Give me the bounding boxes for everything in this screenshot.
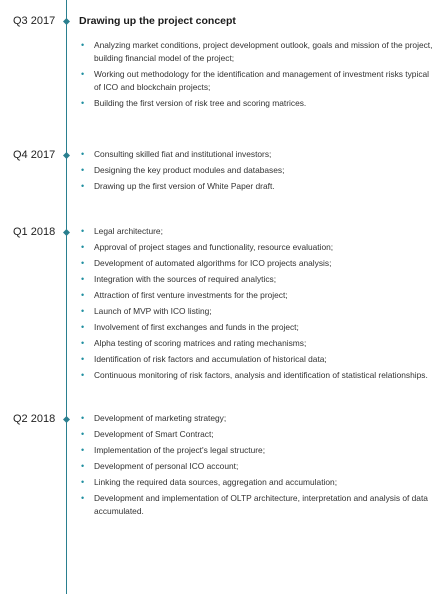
bullet-dot-icon: • xyxy=(81,461,85,471)
list-item-text: Drawing up the first version of White Paper draft. xyxy=(94,181,275,191)
list-item-text: Attraction of first venture investments for the project; xyxy=(94,290,288,300)
period-label: Q2 2018 xyxy=(13,413,56,425)
period-items xyxy=(79,39,436,113)
list-item-text: Development of Smart Contract; xyxy=(94,429,214,439)
timeline-line xyxy=(66,0,67,594)
list-item xyxy=(79,148,436,161)
list-item xyxy=(79,321,436,334)
list-item-text: Development and implementation of OLTP architecture, interpretation and analysis of data accumulated. xyxy=(94,493,428,516)
list-item xyxy=(79,305,436,318)
bullet-dot-icon: • xyxy=(81,322,85,332)
period-items xyxy=(79,148,436,196)
period-label: Q1 2018 xyxy=(13,226,56,238)
bullet-dot-icon: • xyxy=(81,429,85,439)
list-item-text: Development of marketing strategy; xyxy=(94,413,227,423)
list-item xyxy=(79,164,436,177)
bullet-dot-icon: • xyxy=(81,445,85,455)
list-item xyxy=(79,444,436,457)
list-item xyxy=(79,39,436,65)
bullet-dot-icon: • xyxy=(81,493,85,503)
list-item-text: Analyzing market conditions, project development outlook, goals and mission of the project, building financial model of the project; xyxy=(94,40,433,63)
list-item xyxy=(79,289,436,302)
list-item xyxy=(79,337,436,350)
bullet-dot-icon: • xyxy=(81,98,85,108)
list-item-text: Designing the key product modules and databases; xyxy=(94,165,285,175)
list-item xyxy=(79,225,436,238)
list-item xyxy=(79,257,436,270)
bullet-dot-icon: • xyxy=(81,258,85,268)
bullet-dot-icon: • xyxy=(81,306,85,316)
bullet-dot-icon: • xyxy=(81,149,85,159)
bullet-dot-icon: • xyxy=(81,370,85,380)
list-item xyxy=(79,492,436,518)
list-item-text: Development of personal ICO account; xyxy=(94,461,239,471)
list-item xyxy=(79,97,436,110)
list-item-text: Launch of MVP with ICO listing; xyxy=(94,306,212,316)
bullet-dot-icon: • xyxy=(81,165,85,175)
bullet-dot-icon: • xyxy=(81,242,85,252)
list-item-text: Building the first version of risk tree and scoring matrices. xyxy=(94,98,307,108)
diamond-marker-icon xyxy=(63,18,70,25)
list-item-text: Identification of risk factors and accumulation of historical data; xyxy=(94,354,327,364)
list-item-text: Integration with the sources of required analytics; xyxy=(94,274,277,284)
list-item-text: Alpha testing of scoring matrices and rating mechanisms; xyxy=(94,338,307,348)
list-item xyxy=(79,68,436,94)
list-item xyxy=(79,476,436,489)
list-item xyxy=(79,241,436,254)
bullet-dot-icon: • xyxy=(81,413,85,423)
list-item xyxy=(79,460,436,473)
bullet-dot-icon: • xyxy=(81,40,85,50)
diamond-marker-icon xyxy=(63,229,70,236)
diamond-marker-icon xyxy=(63,416,70,423)
period-items xyxy=(79,412,436,521)
list-item-text: Involvement of first exchanges and funds in the project; xyxy=(94,322,299,332)
bullet-dot-icon: • xyxy=(81,354,85,364)
list-item xyxy=(79,353,436,366)
list-item-text: Implementation of the project's legal structure; xyxy=(94,445,266,455)
list-item-text: Linking the required data sources, aggregation and accumulation; xyxy=(94,477,338,487)
list-item xyxy=(79,428,436,441)
bullet-dot-icon: • xyxy=(81,69,85,79)
period-label: Q4 2017 xyxy=(13,149,56,161)
diamond-marker-icon xyxy=(63,152,70,159)
bullet-dot-icon: • xyxy=(81,290,85,300)
bullet-dot-icon: • xyxy=(81,181,85,191)
bullet-dot-icon: • xyxy=(81,338,85,348)
list-item-text: Consulting skilled fiat and institutional investors; xyxy=(94,149,272,159)
list-item-text: Development of automated algorithms for ICO projects analysis; xyxy=(94,258,332,268)
bullet-dot-icon: • xyxy=(81,477,85,487)
list-item-text: Approval of project stages and functionality, resource evaluation; xyxy=(94,242,334,252)
list-item xyxy=(79,273,436,286)
list-item xyxy=(79,369,436,382)
period-items xyxy=(79,225,436,385)
period-title: Drawing up the project concept xyxy=(79,15,236,27)
list-item xyxy=(79,180,436,193)
list-item-text: Legal architecture; xyxy=(94,226,163,236)
bullet-dot-icon: • xyxy=(81,274,85,284)
list-item-text: Working out methodology for the identification and management of investment risks typical of ICO and blockchain projects; xyxy=(94,69,430,92)
bullet-dot-icon: • xyxy=(81,226,85,236)
period-label: Q3 2017 xyxy=(13,15,56,27)
list-item-text: Continuous monitoring of risk factors, analysis and identification of statistical relationships. xyxy=(94,370,428,380)
list-item xyxy=(79,412,436,425)
